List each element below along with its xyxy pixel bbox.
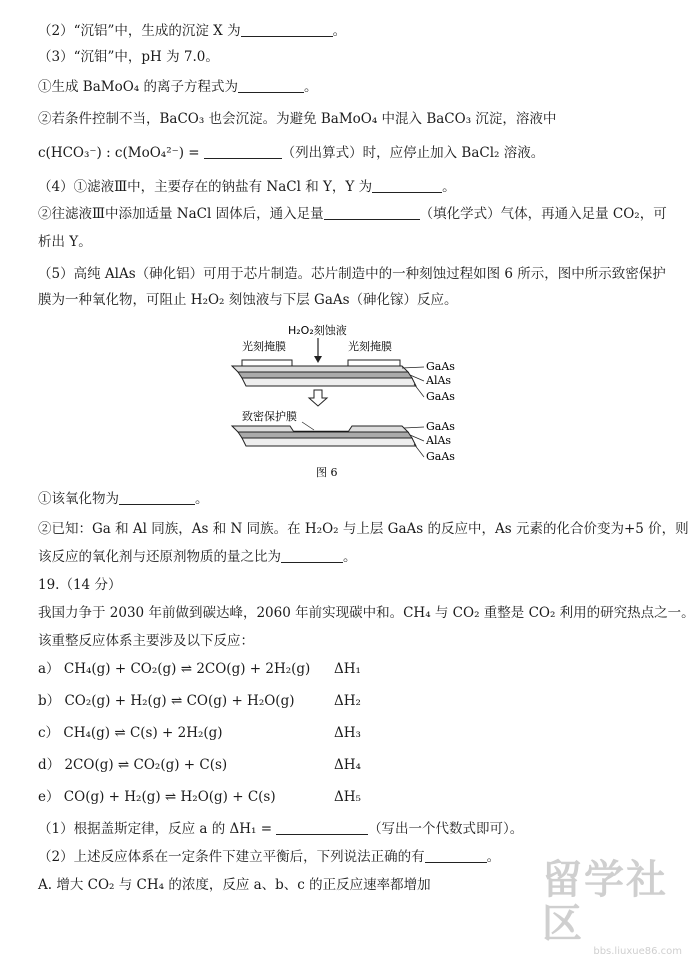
q4-text: （4）①滤液Ⅲ中，主要存在的钠盐有 NaCl 和 Y，Y 为: [38, 179, 373, 195]
watermark-logo-text: 留学社区: [542, 857, 668, 947]
reaction-row: [38, 756, 361, 774]
q19-2-text: （2）上述反应体系在一定条件下建立平衡后，下列说法正确的有: [38, 849, 425, 865]
mask-right-label: 光刻掩膜: [348, 340, 392, 353]
answer-blank[interactable]: [238, 78, 304, 93]
answer-blank[interactable]: [204, 144, 282, 159]
q5-1-line: ①该氧化物为 。: [38, 491, 209, 507]
q19-1-line: [38, 820, 523, 838]
layer-label: AlAs: [426, 374, 452, 387]
reaction-enthalpy: ΔH₅: [334, 789, 361, 805]
layer-gaas-bottom-b: [242, 438, 416, 446]
q5-2-text: 该反应的氧化剂与还原剂物质的量之比为: [38, 549, 281, 565]
reaction-label: b）: [38, 693, 61, 709]
answer-blank[interactable]: [372, 178, 442, 193]
answer-blank[interactable]: [425, 848, 487, 863]
site-watermark: [542, 857, 692, 957]
reaction-row: [38, 724, 361, 742]
layer-label: AlAs: [426, 434, 452, 447]
ratio-tail: （列出算式）时，应停止加入 BaCl₂ 溶液。: [281, 145, 545, 161]
ratio-expression: c(HCO₃⁻) : c(MoO₄²⁻) =: [38, 145, 200, 161]
option-a: A. 增大 CO₂ 与 CH₄ 的浓度，反应 a、b、c 的正反应速率都增加: [38, 877, 431, 893]
reaction-enthalpy: ΔH₃: [334, 725, 361, 741]
q5-line: （5）高纯 AlAs（砷化铝）可用于芯片制造。芯片制造中的一种刻蚀过程如图 6 所示，图中所示致密保护: [38, 266, 666, 282]
etching-figure: [190, 322, 470, 488]
reaction-enthalpy: ΔH₂: [334, 693, 361, 709]
q19-heading: 19.（14 分）: [38, 577, 122, 593]
reaction-row: [38, 660, 361, 678]
layer-gaas-top: [232, 366, 408, 372]
q4-line: （4）①滤液Ⅲ中，主要存在的钠盐有 NaCl 和 Y，Y 为 。: [38, 179, 456, 195]
layer-label: GaAs: [426, 450, 455, 463]
layer-label: GaAs: [426, 420, 455, 433]
layer-alas: [238, 372, 412, 378]
answer-blank[interactable]: [241, 22, 333, 37]
reaction-label: e）: [38, 789, 60, 805]
reaction-row: [38, 692, 361, 710]
protect-label: 致密保护膜: [242, 410, 297, 423]
q3-1-text: ①生成 BaMoO₄ 的离子方程式为: [38, 79, 238, 95]
q19-2-line: （2）上述反应体系在一定条件下建立平衡后，下列说法正确的有 。: [38, 849, 501, 865]
photo-mask-left: [242, 360, 292, 366]
q3-2-ratio-line: [38, 144, 544, 162]
layer-alas-b: [238, 432, 412, 438]
reaction-equation: CH₄(g) + CO₂(g) ⇌ 2CO(g) + 2H₂(g): [63, 661, 311, 677]
figure-top-label: H₂O₂刻蚀液: [288, 324, 347, 337]
reaction-enthalpy: ΔH₁: [334, 661, 361, 677]
layer-label: GaAs: [426, 390, 455, 403]
answer-blank[interactable]: [276, 820, 368, 835]
q3-2-line: ②若条件控制不当，BaCO₃ 也会沉淀。为避免 BaMoO₄ 中混入 BaCO₃ 沉淀，溶液中: [38, 111, 557, 127]
layer-gaas-bottom: [242, 378, 416, 386]
process-arrow-icon: [309, 390, 327, 406]
q2-text: （2）“沉铝”中，生成的沉淀 X 为: [38, 23, 241, 39]
q19-intro2: 该重整反应体系主要涉及以下反应：: [38, 633, 254, 649]
q3-1-line: ①生成 BaMoO₄ 的离子方程式为 。: [38, 79, 318, 95]
reaction-label: a）: [38, 661, 60, 677]
q5-1-text: ①该氧化物为: [38, 491, 119, 507]
reaction-equation: 2CO(g) ⇌ CO₂(g) + C(s): [64, 757, 228, 773]
q19-1-tail: （写出一个代数式即可）。: [368, 821, 524, 837]
reaction-equation: CO(g) + H₂(g) ⇌ H₂O(g) + C(s): [63, 789, 276, 805]
reaction-equation: CO₂(g) + H₂(g) ⇌ CO(g) + H₂O(g): [64, 693, 295, 709]
q4-2-tail: （填化学式）气体，再通入足量 CO₂，可: [419, 206, 667, 222]
q2-line: （2）“沉铝”中，生成的沉淀 X 为 。: [38, 23, 347, 39]
q4-2-cont: 析出 Y。: [38, 234, 92, 250]
q5-2-line2: 该反应的氧化剂与还原剂物质的量之比为 。: [38, 549, 357, 565]
figure-caption: 图 6: [316, 466, 338, 479]
answer-blank[interactable]: [119, 490, 195, 505]
answer-blank[interactable]: [281, 548, 343, 563]
reaction-equation: CH₄(g) ⇌ C(s) + 2H₂(g): [63, 725, 223, 741]
photo-mask-right: [348, 360, 400, 366]
reaction-label: d）: [38, 757, 61, 773]
q5-line2: 膜为一种氧化物，可阻止 H₂O₂ 刻蚀液与下层 GaAs（砷化镓）反应。: [38, 292, 458, 308]
answer-blank[interactable]: [324, 205, 420, 220]
q19-intro: 我国力争于 2030 年前做到碳达峰，2060 年前实现碳中和。CH₄ 与 CO₂ 重整是 CO₂ 利用的研究热点之一。: [38, 605, 695, 621]
reaction-enthalpy: ΔH₄: [334, 757, 361, 773]
reaction-label: c）: [38, 725, 60, 741]
q4-2-text: ②往滤液Ⅲ中添加适量 NaCl 固体后，通入足量: [38, 206, 324, 222]
q5-2-line: ②已知：Ga 和 Al 同族，As 和 N 同族。在 H₂O₂ 与上层 GaAs 的反应中，As 元素的化合价变为+5 价，则: [38, 521, 689, 537]
q3-line: （3）“沉钼”中，pH 为 7.0。: [38, 49, 219, 65]
watermark-url: bbs.liuxue86.com: [593, 946, 682, 957]
mask-left-label: 光刻掩膜: [242, 340, 286, 353]
layer-label: GaAs: [426, 360, 455, 373]
q19-1-text: （1）根据盖斯定律，反应 a 的 ΔH₁ =: [38, 821, 273, 837]
reaction-row: [38, 788, 361, 806]
q4-2-line: [38, 205, 667, 223]
